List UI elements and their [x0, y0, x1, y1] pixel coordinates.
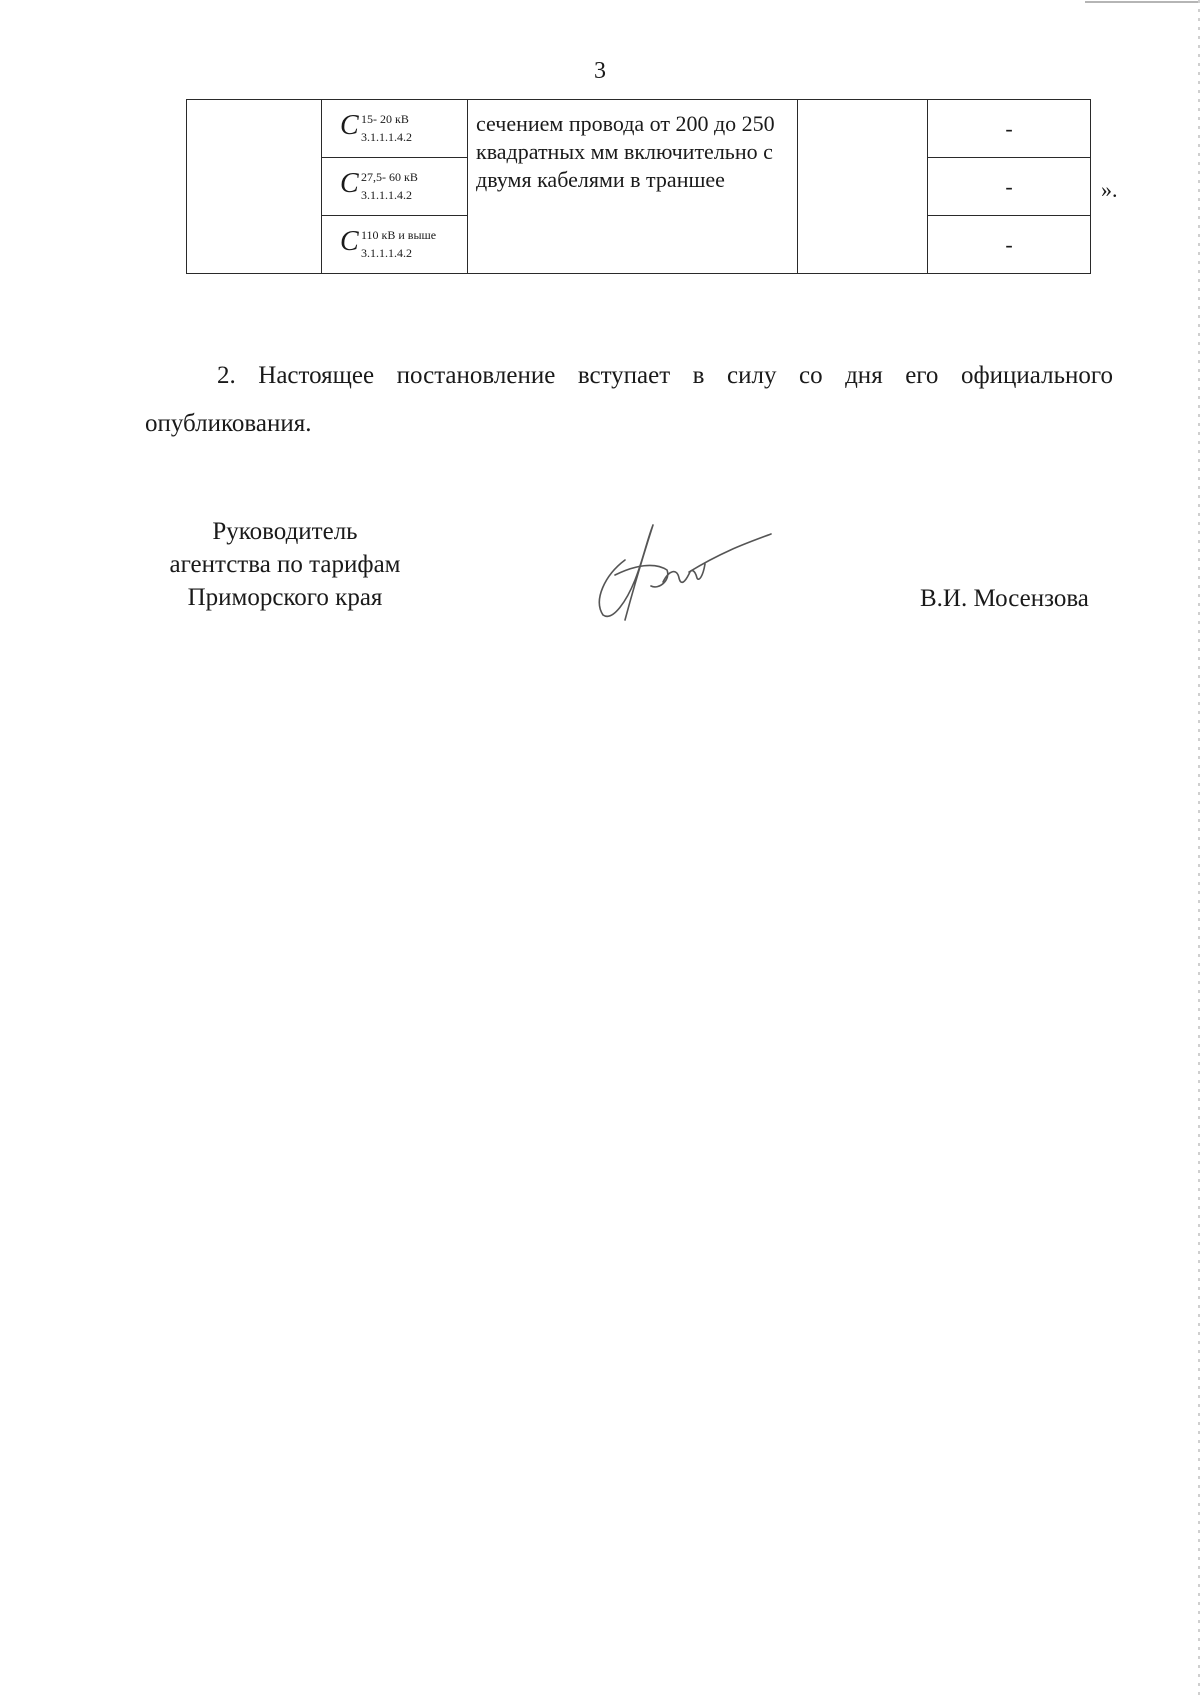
- empty-cell: [798, 100, 928, 274]
- handwritten-signature: [585, 520, 775, 625]
- code-subscript: 3.1.1.1.4.2: [361, 130, 412, 144]
- code-subscript: 3.1.1.1.4.2: [361, 188, 412, 202]
- paragraph-line: опубликования.: [145, 410, 312, 437]
- tariff-code: [340, 100, 412, 144]
- code-superscript: 15- 20 кВ: [361, 112, 409, 126]
- tariff-code: [340, 216, 437, 260]
- signatory-title-line: агентства по тарифам: [169, 551, 401, 578]
- paragraph-line: 2. Настоящее постановление вступает в силу со дня его официального: [217, 362, 1113, 389]
- description-cell: сечением провода от 200 до 250 квадратных мм включительно с двумя кабелями в траншее: [468, 100, 798, 274]
- code-superscript: 110 кВ и выше: [361, 228, 437, 242]
- tariff-code: [340, 158, 418, 202]
- signatory-title-line: Приморского края: [187, 584, 383, 611]
- value-cell: -: [928, 100, 1091, 158]
- code-letter: C: [340, 168, 358, 199]
- code-superscript: 27,5- 60 кВ: [361, 170, 418, 184]
- closing-quote: ».: [1101, 177, 1118, 202]
- code-subscript: 3.1.1.1.4.2: [361, 246, 412, 260]
- code-letter: C: [340, 226, 358, 257]
- code-cell: [322, 216, 468, 274]
- signer-name: В.И. Мосензова: [920, 585, 1089, 612]
- body-paragraph: [145, 352, 1113, 448]
- signatory-title-line: Руководитель: [212, 518, 358, 545]
- value-cell: -: [928, 158, 1091, 216]
- value-cell: -: [928, 216, 1091, 274]
- table-row: [187, 100, 1091, 158]
- code-letter: C: [340, 110, 358, 141]
- empty-cell: [187, 100, 322, 274]
- code-cell: [322, 158, 468, 216]
- top-edge-rule: [1085, 1, 1200, 3]
- signatory-title: [140, 515, 430, 614]
- page-number: 3: [594, 58, 606, 84]
- code-cell: [322, 100, 468, 158]
- tariff-table: [186, 99, 1091, 274]
